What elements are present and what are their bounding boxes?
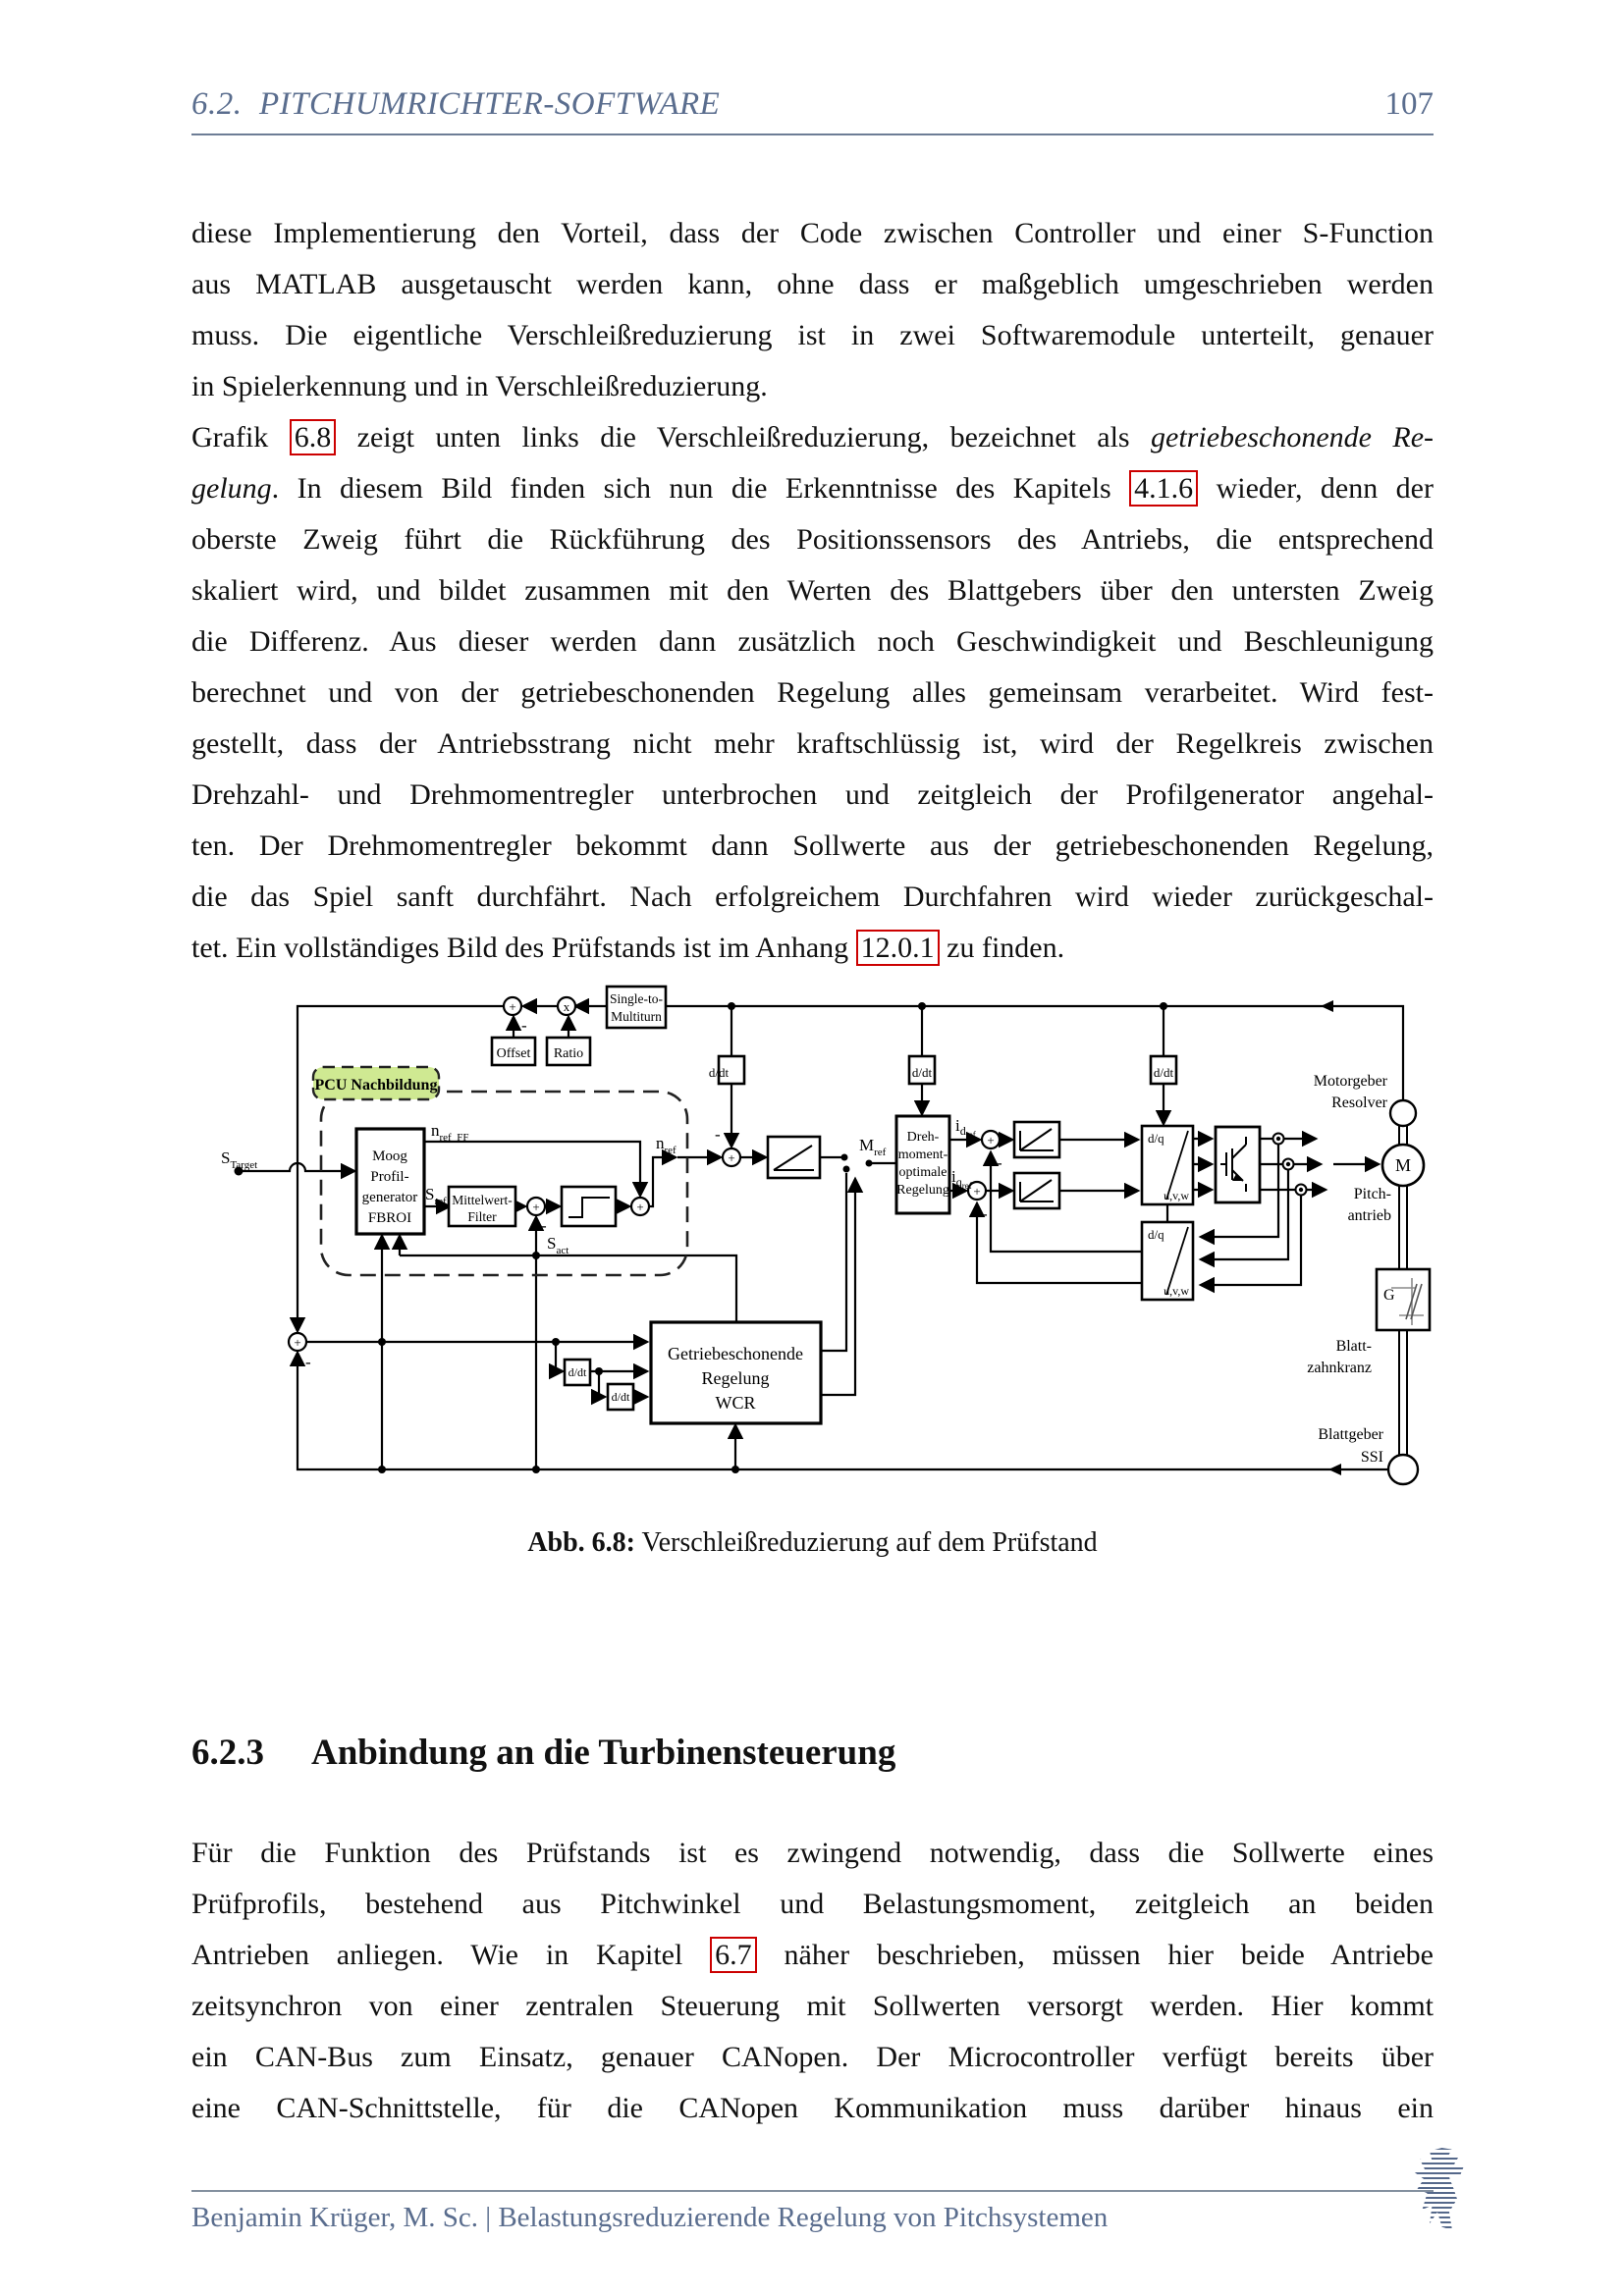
text-segment: zu finden. — [939, 932, 1065, 964]
label-mittelwert: Filter — [467, 1209, 497, 1224]
text-line — [191, 514, 1434, 565]
cross-reference-link[interactable]: 6.7 — [710, 1937, 757, 1973]
label-s-act: $S_{act}$ — [547, 1234, 569, 1256]
text-segment: Grafik — [191, 421, 290, 454]
label-wcr: Getriebeschonende — [668, 1344, 803, 1363]
arrow-left-icon — [1328, 1464, 1341, 1475]
text-line — [191, 667, 1434, 719]
section-title: PITCHUMRICHTER-SOFTWARE — [259, 86, 721, 122]
text-segment: näher beschrieben, müssen hier beide Antriebe — [756, 1939, 1435, 1971]
paragraph — [191, 1828, 1434, 2134]
paragraph — [191, 412, 1434, 974]
text-segment: diese Implementierung den Vorteil, dass der Code zwischen Controller und einer S-Function — [191, 217, 1434, 249]
times-glyph: x — [563, 999, 570, 1014]
switch-contact-b — [843, 1166, 850, 1173]
figure-caption-label: Abb. 6.8: — [527, 1527, 636, 1558]
label-pitchantrieb: Pitch- — [1353, 1186, 1391, 1202]
label-ddt: d/dt — [1153, 1065, 1174, 1080]
text-segment: zeitsynchron von einer zentralen Steuerung mit Sollwerten versorgt werden. Hier kommt — [191, 1990, 1434, 2022]
minus-sign: - — [997, 1153, 1002, 1172]
label-n-ref-ff: $n_{ref\_FF}$ — [431, 1121, 469, 1144]
label-blattzahnkranz: zahnkranz — [1307, 1360, 1372, 1376]
plus-glyph: + — [987, 1133, 995, 1148]
pcu-label: PCU Nachbildung — [314, 1077, 438, 1094]
label-ddt: d/dt — [911, 1065, 933, 1080]
text-segment: skaliert wird, und bildet zusammen mit den Werten des Blattgebers über den untersten Zweig — [191, 574, 1434, 607]
text-segment: oberste Zweig führt die Rückführung des Positionssensors des Antriebs, die entsprechend — [191, 523, 1434, 556]
label-m-ref: $M_{ref}$ — [859, 1136, 887, 1158]
text-line — [191, 1879, 1434, 1930]
text-line — [191, 259, 1434, 310]
label-ratio: Ratio — [553, 1046, 584, 1061]
blade-encoder-icon — [1388, 1455, 1418, 1484]
university-lion-logo — [1415, 2148, 1464, 2230]
label-gearbox: G — [1383, 1287, 1395, 1304]
text-segment: aus MATLAB ausgetauscht werden kann, ohne dass er maßgeblich umgeschrieben werden — [191, 268, 1434, 300]
text-segment: Prüfprofils, bestehend aus Pitchwinkel und Belastungsmoment, zeitgleich an beiden — [191, 1888, 1434, 1920]
label-id-ref: $i_dref$ — [955, 1116, 976, 1140]
figure-caption-text: Verschleißreduzierung auf dem Prüfstand — [635, 1527, 1098, 1558]
plus-glyph: + — [294, 1335, 301, 1350]
text-line — [191, 565, 1434, 616]
text-segment: . In diesem Bild finden sich nun die Erkenntnisse des Kapitels — [271, 472, 1130, 505]
label-moog: Profil- — [370, 1169, 409, 1185]
plus-glyph: + — [973, 1184, 981, 1199]
text-segment: Für die Funktion des Prüfstands ist es zwingend notwendig, dass die Sollwerte eines — [191, 1837, 1434, 1869]
plus-glyph: + — [532, 1200, 540, 1214]
block-rate-limiter — [562, 1187, 616, 1226]
label-offset: Offset — [496, 1046, 531, 1061]
label-uvw: u,v,w — [1164, 1284, 1189, 1298]
label-pitchantrieb: antrieb — [1347, 1207, 1391, 1224]
text-segment: Drehzahl- und Drehmomentregler unterbrochen und zeitgleich der Profilgenerator angehal- — [191, 778, 1434, 811]
text-line — [191, 310, 1434, 361]
plus-glyph: + — [636, 1200, 644, 1214]
feedback-line-blade — [298, 1353, 1388, 1469]
minus-sign: - — [521, 1016, 527, 1035]
page-number: 107 — [1384, 86, 1434, 122]
label-single-to-multiturn: Single-to- — [610, 991, 663, 1006]
label-dq: d/q — [1148, 1131, 1164, 1146]
figure-caption — [191, 1527, 1434, 1559]
label-moog: FBROI — [367, 1210, 412, 1226]
label-blattgeber: Blattgeber — [1318, 1426, 1383, 1443]
text-line — [191, 1930, 1434, 1981]
cross-reference-link[interactable]: 6.8 — [290, 419, 337, 455]
minus-sign: - — [715, 1125, 721, 1144]
label-drehmoment: Regelung — [896, 1183, 949, 1198]
text-segment: wieder, denn der — [1198, 472, 1434, 505]
label-ddt: d/dt — [568, 1365, 587, 1379]
subsection-heading — [191, 1732, 895, 1774]
text-line — [191, 872, 1434, 923]
text-line — [191, 2032, 1434, 2083]
label-drehmoment: Dreh- — [906, 1130, 940, 1145]
label-n-ref: $n_{ref}$ — [656, 1134, 677, 1156]
cross-reference-link[interactable]: 4.1.6 — [1129, 470, 1198, 507]
minus-sign: - — [982, 1204, 988, 1223]
running-head — [191, 86, 720, 123]
text-segment-italic: getriebeschonende Re- — [1151, 421, 1435, 454]
label-drehmoment: moment- — [897, 1148, 948, 1162]
label-motor: M — [1394, 1155, 1412, 1175]
label-ddt: d/dt — [611, 1390, 630, 1404]
cross-reference-link[interactable]: 12.0.1 — [856, 930, 940, 966]
text-line — [191, 208, 1434, 259]
label-moog: Moog — [372, 1148, 407, 1164]
plus-glyph: + — [728, 1150, 735, 1165]
text-line — [191, 412, 1434, 463]
arrow-left-icon — [1321, 1000, 1333, 1012]
text-segment: in Spielerkennung und in Verschleißreduzierung. — [191, 370, 768, 402]
text-segment: die das Spiel sanft durchfährt. Nach erfolgreichem Durchfahren wird wieder zurückgeschal- — [191, 881, 1434, 913]
label-blattgeber: SSI — [1360, 1449, 1383, 1466]
label-ddt: d/dt — [708, 1065, 730, 1080]
text-segment: tet. Ein vollständiges Bild des Prüfstands ist im Anhang — [191, 932, 856, 964]
label-dq: d/q — [1148, 1227, 1164, 1242]
text-segment: Antrieben anliegen. Wie in Kapitel — [191, 1939, 711, 1971]
text-line — [191, 821, 1434, 872]
text-segment: eine CAN-Schnittstelle, für die CANopen Kommunikation muss darüber hinaus ein — [191, 2092, 1434, 2124]
minus-sign: - — [305, 1353, 311, 1371]
text-line — [191, 923, 1434, 974]
text-segment-italic: gelung — [191, 472, 272, 505]
label-s-ref: $S_{ref}$ — [425, 1185, 447, 1207]
subsection-title: Anbindung an die Turbinensteuerung — [311, 1733, 896, 1773]
text-line — [191, 1828, 1434, 1879]
label-s-target: $S_{Target}$ — [221, 1148, 258, 1171]
label-blattzahnkranz: Blatt- — [1335, 1338, 1372, 1355]
footer-rule — [191, 2190, 1434, 2192]
section-number: 6.2. — [191, 86, 243, 122]
label-uvw: u,v,w — [1164, 1189, 1189, 1202]
text-segment: berechnet und von der getriebeschonenden Regelung alles gemeinsam verarbeitet. Wird fest- — [191, 676, 1434, 709]
label-single-to-multiturn: Multiturn — [611, 1009, 662, 1024]
page-header — [191, 86, 1434, 123]
label-mittelwert: Mittelwert- — [452, 1193, 513, 1207]
resolver-icon — [1390, 1100, 1416, 1126]
feedback-line-position — [666, 1006, 1403, 1100]
text-segment: zeigt unten links die Verschleißreduzierung, bezeichnet als — [336, 421, 1152, 454]
label-wcr: WCR — [715, 1393, 756, 1413]
switch-common — [866, 1160, 873, 1167]
text-segment: gestellt, dass der Antriebsstrang nicht mehr kraftschlüssig ist, wird der Regelkreis zwischen — [191, 727, 1434, 760]
text-line — [191, 361, 1434, 412]
subsection-number: 6.2.3 — [191, 1733, 264, 1773]
label-motorgeber: Resolver — [1331, 1095, 1387, 1111]
text-segment: muss. Die eigentliche Verschleißreduzierung ist in zwei Softwaremodule unterteilt, genauer — [191, 319, 1434, 351]
switch-contact-a — [841, 1154, 848, 1161]
figure-diagram — [191, 982, 1434, 1531]
paragraph — [191, 208, 1434, 412]
text-line — [191, 770, 1434, 821]
text-line — [191, 616, 1434, 667]
text-line — [191, 463, 1434, 514]
minus-sign: - — [541, 1216, 547, 1235]
label-moog: generator — [361, 1190, 418, 1205]
footer-text: Benjamin Krüger, M. Sc. | Belastungsreduzierende Regelung von Pitchsystemen — [191, 2202, 1109, 2233]
header-rule — [191, 133, 1434, 135]
text-line — [191, 719, 1434, 770]
label-wcr: Regelung — [701, 1368, 770, 1388]
label-motorgeber: Motorgeber — [1313, 1073, 1387, 1090]
text-segment: ten. Der Drehmomentregler bekommt dann Sollwerte aus der getriebeschonenden Regelung, — [191, 829, 1434, 862]
label-drehmoment: optimale — [898, 1165, 947, 1180]
label-iq-ref: $i_qref$ — [951, 1167, 972, 1191]
text-segment: ein CAN-Bus zum Einsatz, genauer CANopen. Der Microcontroller verfügt bereits über — [191, 2041, 1434, 2073]
text-line — [191, 2083, 1434, 2134]
plus-glyph: + — [509, 999, 516, 1014]
text-segment: die Differenz. Aus dieser werden dann zusätzlich noch Geschwindigkeit und Beschleunigung — [191, 625, 1434, 658]
text-line — [191, 1981, 1434, 2032]
